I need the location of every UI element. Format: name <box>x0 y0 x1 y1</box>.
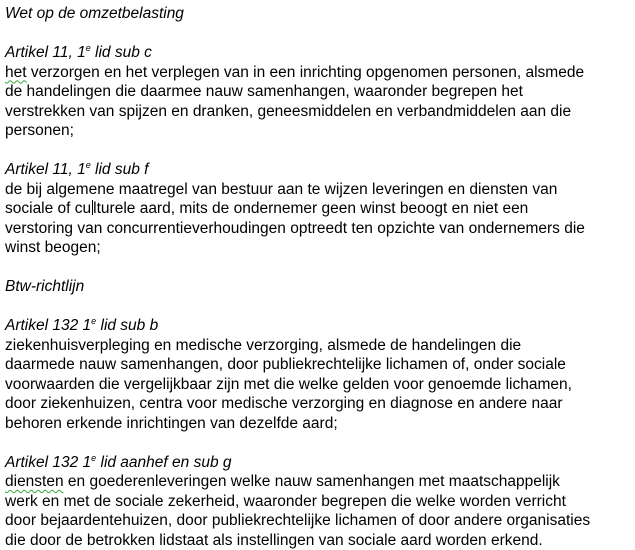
blank-line <box>5 24 635 44</box>
ordinal-superscript: e <box>91 452 97 463</box>
paragraph-line: voorwaarden die vergelijkbaar zijn met die welke gelden voor genoemde lichamen, <box>5 375 572 393</box>
article-heading-suffix: lid sub b <box>96 317 159 334</box>
blank-line <box>5 258 635 278</box>
paragraph-text: verzorgen en het verplegen van in een inrichting opgenomen personen, alsmede <box>26 63 585 81</box>
article-heading-text: Artikel 11, 1 <box>5 44 86 61</box>
paragraph-line <box>5 472 635 492</box>
spellcheck-word: het <box>5 63 27 81</box>
article-heading-text: Artikel 132 1 <box>5 317 92 334</box>
paragraph-line: verstrekken van spijzen en dranken, geneesmiddelen en verbandmiddelen aan die <box>5 102 572 120</box>
paragraph-text: sociale of cu <box>5 200 92 217</box>
article-heading-text: Artikel 132 1 <box>5 453 92 471</box>
paragraph-line[interactable] <box>5 199 635 219</box>
article-heading-text: Artikel 11, 1 <box>5 161 86 178</box>
paragraph-line: de bij algemene maatregel van bestuur aan te wijzen leveringen en diensten van <box>5 180 558 198</box>
blank-line <box>5 141 635 161</box>
paragraph-line: ziekenhuisverpleging en medische verzorging, alsmede de handelingen die <box>5 336 522 354</box>
article-heading-132-g <box>5 453 635 473</box>
paragraph-text: lturele aard, mits de ondernemer geen winst beoogt en niet een <box>93 200 529 217</box>
blank-line <box>5 433 635 453</box>
article-heading-11-f <box>5 160 635 180</box>
article-heading-suffix: lid aanhef en sub g <box>96 453 232 471</box>
article-heading-132-b <box>5 316 635 336</box>
paragraph-line: de handelingen die daarmee nauw samenhangen, waaronder begrepen het <box>5 83 523 100</box>
paragraph-line: behoren erkende inrichtingen van dezelfde aard; <box>5 414 338 432</box>
paragraph-line: daarmede nauw samenhangen, door publiekrechtelijke lichamen of, onder sociale <box>5 356 566 373</box>
spellcheck-word: diensten <box>5 473 64 490</box>
ordinal-superscript: e <box>91 316 97 326</box>
directive-title: Btw-richtlijn <box>5 278 85 295</box>
paragraph-line: winst beogen; <box>5 239 101 256</box>
document-title: Wet op de omzetbelasting <box>5 5 184 22</box>
paragraph-line <box>5 63 635 83</box>
paragraph-line: die door de betrokken lidstaat als instellingen van sociale aard worden erkend. <box>5 531 543 549</box>
paragraph-line: door ziekenhuizen, centra voor medische verzorging en diagnose en andere naar <box>5 395 563 412</box>
paragraph-line: door bejaardentehuizen, door publiekrechtelijke lichamen of door andere organisaties <box>5 512 591 529</box>
article-heading-suffix: lid sub c <box>90 44 152 61</box>
ordinal-superscript: e <box>85 43 91 53</box>
blank-line <box>5 297 635 317</box>
article-heading-suffix: lid sub f <box>90 161 149 178</box>
article-heading-11-c <box>5 43 635 63</box>
paragraph-line: personen; <box>5 122 74 139</box>
paragraph-line: verstoring van concurrentieverhoudingen optreedt ten opzichte van ondernemers die <box>5 219 585 237</box>
paragraph-line: werk en met de sociale zekerheid, waaronder begrepen die welke worden verricht <box>5 492 566 510</box>
ordinal-superscript: e <box>85 160 91 170</box>
paragraph-text: en goederenleveringen welke nauw samenhangen met maatschappelijk <box>63 473 560 490</box>
